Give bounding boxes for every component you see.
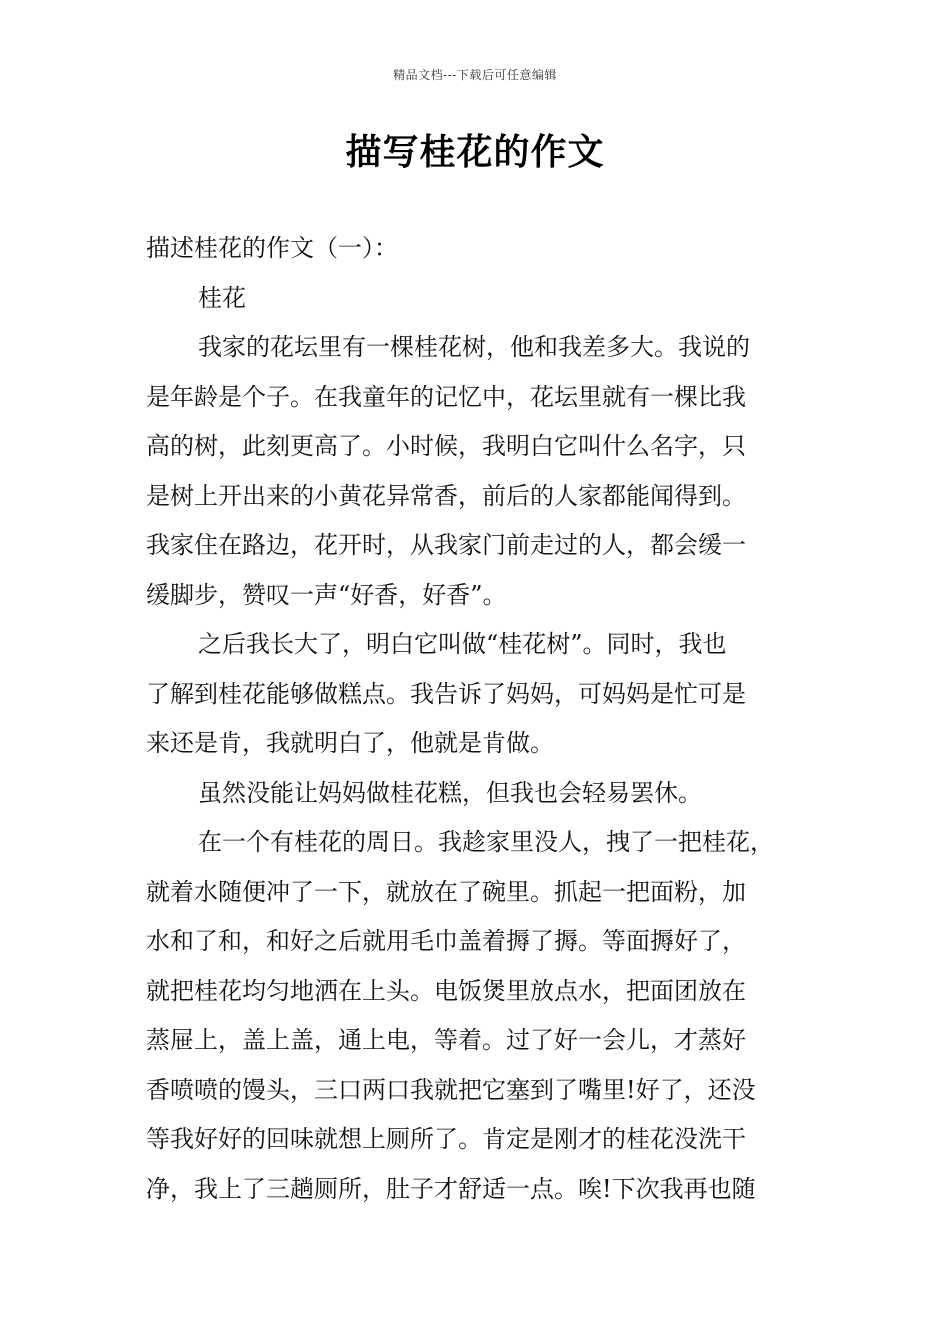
paragraph-3	[146, 769, 822, 819]
header-note: 精品文档---下载后可任意编辑	[393, 68, 557, 82]
document-title: 描写桂花的作文	[345, 132, 605, 173]
paragraph-line: 香喷喷的馒头，三口两口我就把它塞到了嘴里!好了，还没	[146, 1075, 756, 1104]
paragraph-line: 就把桂花均匀地洒在上头。电饭煲里放点水，把面团放在	[146, 976, 746, 1005]
paragraph-line: 缓脚步，赞叹一声“好香，好香”。	[146, 580, 507, 609]
paragraph-line: 蒸屉上，盖上盖，通上电，等着。过了好一会儿，才蒸好	[146, 1026, 746, 1054]
section-heading: 描述桂花的作文（一）：	[146, 234, 398, 262]
paragraph-line: 净，我上了三趟厕所，肚子才舒适一点。唉!下次我再也随	[146, 1174, 756, 1203]
document-body	[146, 224, 822, 1214]
paragraph-line: 等我好好的回味就想上厕所了。肯定是刚才的桂花没洗干	[146, 1125, 746, 1153]
paragraph-1	[146, 323, 822, 620]
paragraph-line: 之后我长大了，明白它叫做“桂花树”。同时，我也	[198, 630, 727, 658]
paragraph-4	[146, 818, 822, 1214]
paragraph-line: 高的树，此刻更高了。小时候，我明白它叫什么名字，只	[146, 432, 746, 460]
paragraph-line: 水和了和，和好之后就用毛巾盖着搙了搙。等面搙好了，	[146, 927, 746, 955]
paragraph-line: 虽然没能让妈妈做桂花糕，但我也会轻易罢休。	[198, 778, 702, 807]
paragraph-line: 来还是肯，我就明白了，他就是肯做。	[146, 729, 554, 757]
paragraph-line: 我家的花坛里有一棵桂花树，他和我差多大。我说的	[198, 333, 750, 361]
paragraph-line: 在一个有桂花的周日。我趁家里没人，拽了一把桂花，	[198, 828, 774, 856]
paragraph-line: 了解到桂花能够做糕点。我告诉了妈妈，可妈妈是忙可是	[146, 679, 746, 708]
paragraph-line: 是年龄是个子。在我童年的记忆中，花坛里就有一棵比我	[146, 382, 746, 411]
paragraph-line: 是树上开出来的小黄花异常香，前后的人家都能闻得到。	[146, 481, 746, 510]
paragraph-line: 我家住在路边，花开时，从我家门前走过的人，都会缓一	[146, 531, 746, 559]
paragraph-line: 就着水随便冲了一下，就放在了碗里。抓起一把面粉，加	[146, 877, 746, 906]
essay-title: 桂花	[198, 283, 246, 312]
paragraph-2	[146, 620, 822, 769]
